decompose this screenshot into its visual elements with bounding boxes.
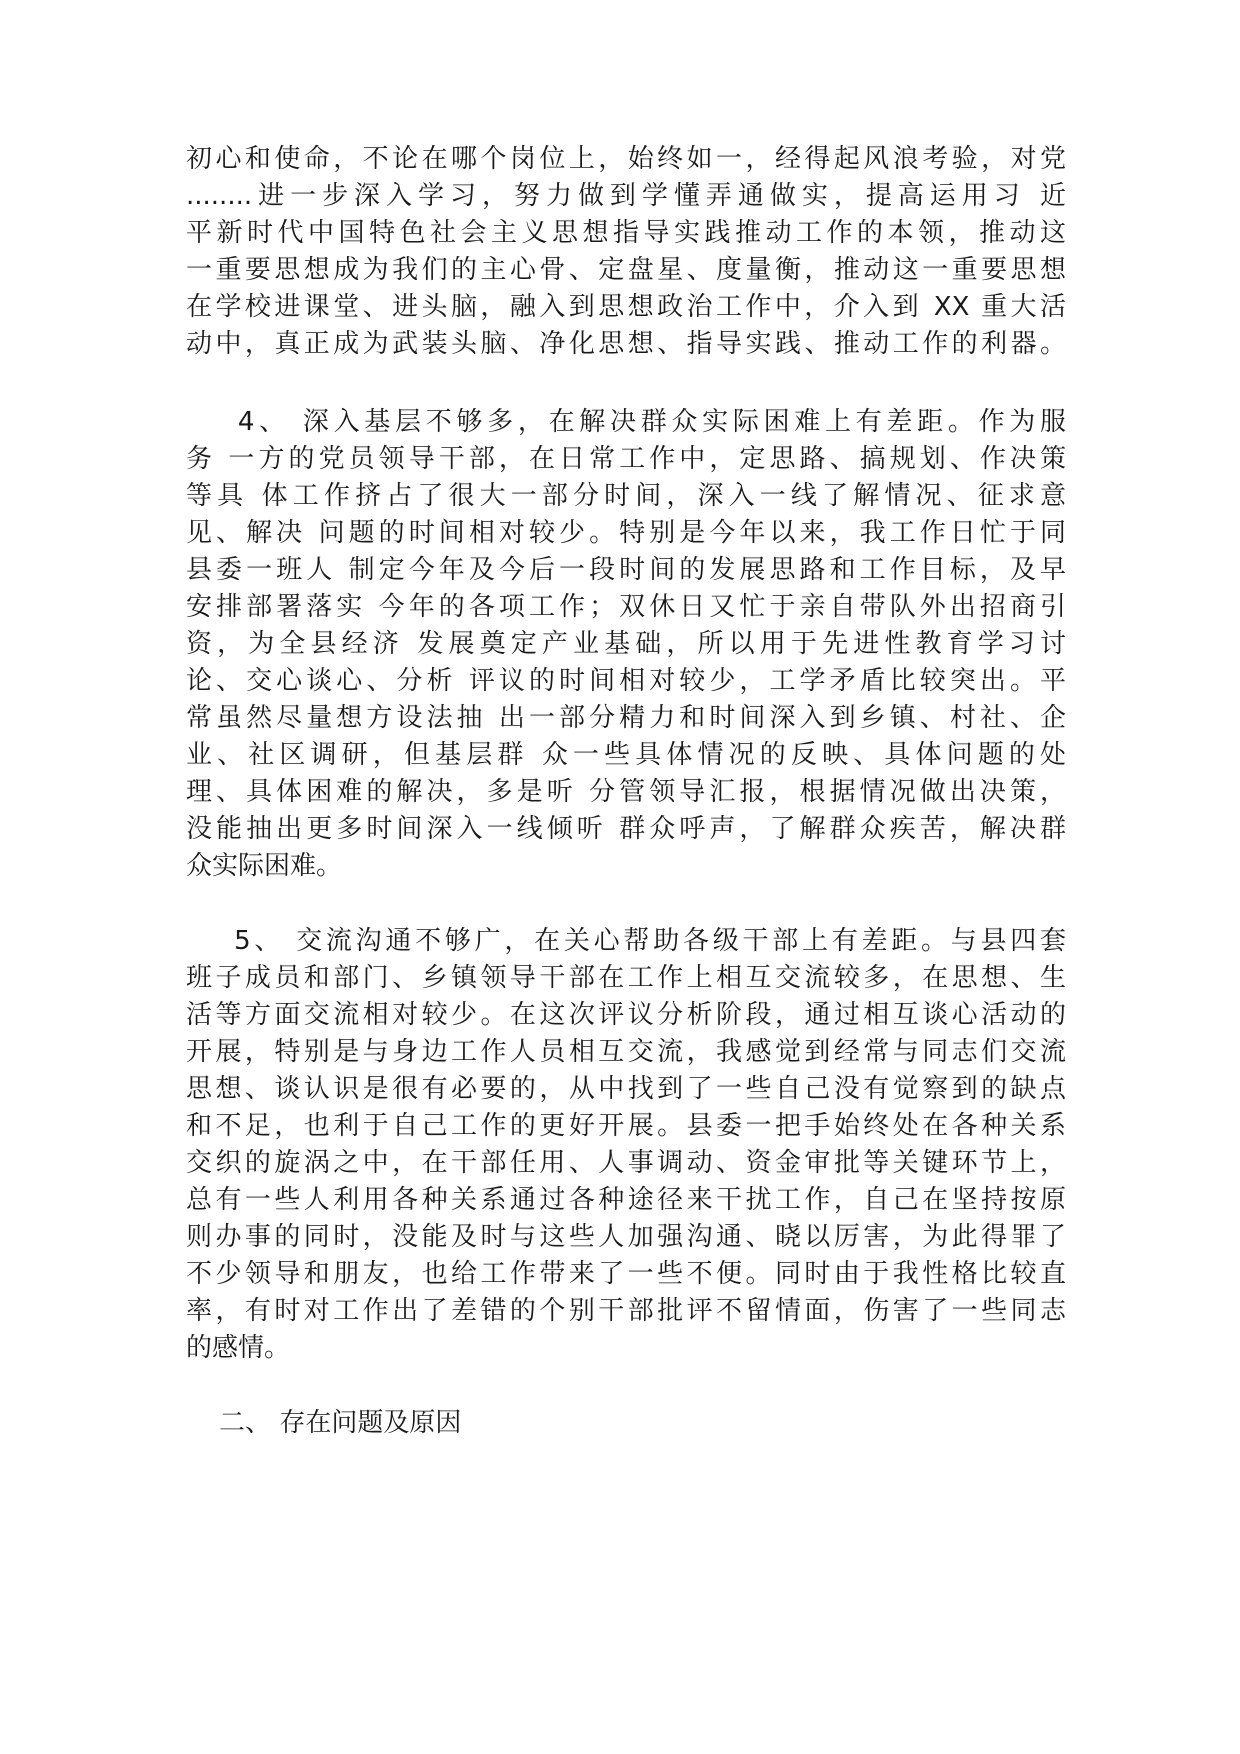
heading-text: 二、 存在问题及原因: [186, 1408, 462, 1438]
text-line: 开展，特别是与身边工作人员相互交流，我感觉到经常与同志们交流: [186, 1037, 1066, 1067]
text-line: 动中，真正成为武装头脑、净化思想、指导实践、推动工作的利器。: [186, 329, 1066, 359]
text-line: 初心和使命，不论在哪个岗位上，始终如一，经得起风浪考验，对党: [186, 144, 1066, 174]
text-line: 在学校进课堂、进头脑，融入到思想政治工作中，介入到 XX 重大活: [186, 292, 1066, 322]
paragraph-1: [186, 141, 1066, 363]
text-line: 常虽然尽量想方设法抽 出一部分精力和时间深入到乡镇、村社、企: [186, 703, 1066, 733]
text-line: 不少领导和朋友，也给工作带来了一些不便。同时由于我性格比较直: [186, 1259, 1066, 1289]
text-line: 论、交心谈心、分析 评议的时间相对较少，工学矛盾比较突出。平: [186, 666, 1066, 696]
text-line: 没能抽出更多时间深入一线倾听 群众呼声，了解群众疾苦，解决群: [186, 814, 1066, 844]
text-line: 思想、谈认识是很有必要的，从中找到了一些自己没有觉察到的缺点: [186, 1074, 1066, 1104]
text-line: 见、解决 问题的时间相对较少。特别是今年以来，我工作日忙于同: [186, 518, 1066, 548]
text-line: 一重要思想成为我们的主心骨、定盘星、度量衡，推动这一重要思想: [186, 255, 1066, 285]
text-line: 的感情。: [186, 1333, 291, 1363]
text-line: 5、 交流沟通不够广，在关心帮助各级干部上有差距。与县四套: [186, 926, 1066, 956]
paragraph-3: [186, 923, 1066, 1367]
text-line: 务 一方的党员领导干部，在日常工作中，定思路、搞规划、作决策: [186, 444, 1066, 474]
text-line: 等具 体工作挤占了很大一部分时间，深入一线了解情况、征求意: [186, 481, 1066, 511]
text-line: 平新时代中国特色社会主义思想指导实践推动工作的本领，推动这: [186, 218, 1066, 248]
paragraph-2: [186, 404, 1066, 885]
text-line: 则办事的同时，没能及时与这些人加强沟通、晓以厉害，为此得罪了: [186, 1222, 1066, 1252]
text-line: 县委一班人 制定今年及今后一段时间的发展思路和工作目标，及早: [186, 555, 1066, 585]
text-line: 总有一些人利用各种关系通过各种途径来干扰工作，自己在坚持按原: [186, 1185, 1066, 1215]
text-line: 众实际困难。: [186, 851, 343, 881]
text-line: 和不足，也利于自己工作的更好开展。县委一把手始终处在各种关系: [186, 1111, 1066, 1141]
text-line: 安排部署落实 今年的各项工作；双休日又忙于亲自带队外出招商引: [186, 592, 1066, 622]
text-line: 资，为全县经济 发展奠定产业基础，所以用于先进性教育学习讨: [186, 629, 1066, 659]
text-line: 理、具体困难的解决，多是听 分管领导汇报，根据情况做出决策，: [186, 777, 1066, 807]
text-line: ........进一步深入学习，努力做到学懂弄通做实，提高运用习 近: [186, 181, 1066, 211]
text-line: 交织的旋涡之中，在干部任用、人事调动、资金审批等关键环节上，: [186, 1148, 1066, 1178]
text-line: 班子成员和部门、乡镇领导干部在工作上相互交流较多，在思想、生: [186, 963, 1066, 993]
text-line: 业、社区调研，但基层群 众一些具体情况的反映、具体问题的处: [186, 740, 1066, 770]
text-line: 活等方面交流相对较少。在这次评议分析阶段，通过相互谈心活动的: [186, 1000, 1066, 1030]
text-line: 4、 深入基层不够多，在解决群众实际困难上有差距。作为服: [186, 407, 1066, 437]
text-line: 率，有时对工作出了差错的个别干部批评不留情面，伤害了一些同志: [186, 1296, 1066, 1326]
section-heading: [186, 1405, 1066, 1442]
